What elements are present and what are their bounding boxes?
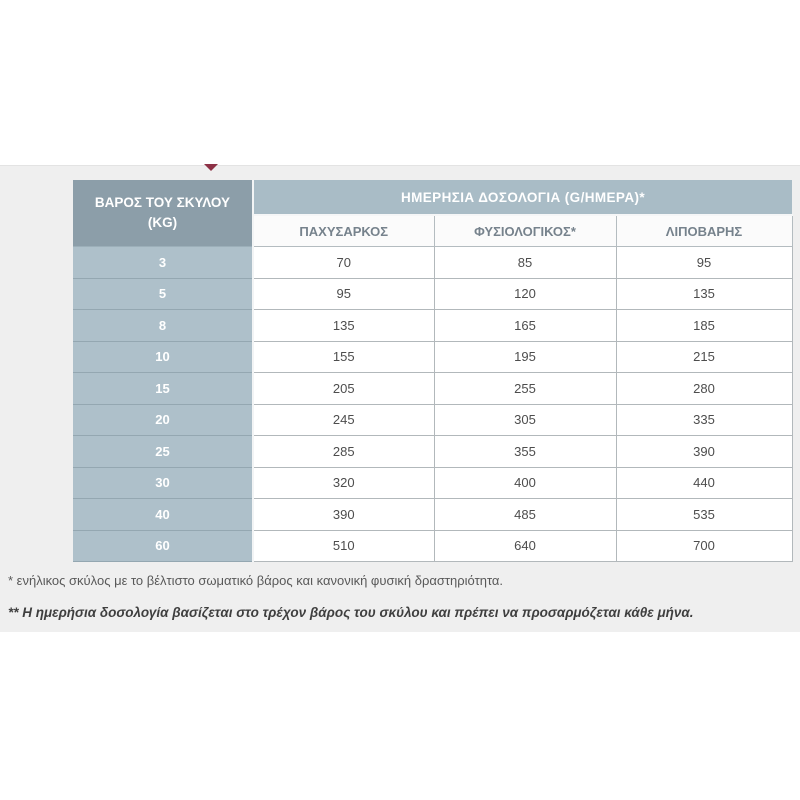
- dosage-cell: 400: [434, 467, 616, 499]
- footnote-optimal-weight: * ενήλικος σκύλος με το βέλτιστο σωματικό βάρος και κανονική φυσική δραστηριότητα.: [8, 573, 504, 588]
- dosage-cell: 70: [253, 247, 434, 279]
- table-row: [73, 310, 792, 342]
- dosage-cell: 285: [253, 436, 434, 468]
- table-row: [73, 530, 792, 562]
- dosage-cell: 155: [253, 341, 434, 373]
- dosage-cell: 165: [434, 310, 616, 342]
- weight-cell: 5: [73, 278, 253, 310]
- weight-cell: 25: [73, 436, 253, 468]
- table-row: [73, 278, 792, 310]
- table-row: [73, 404, 792, 436]
- dosage-cell: 510: [253, 530, 434, 562]
- dosage-cell: 95: [616, 247, 792, 279]
- weight-header-line1: ΒΑΡΟΣ ΤΟΥ ΣΚΥΛΟΥ: [94, 195, 231, 211]
- table-row: [73, 436, 792, 468]
- dosage-cell: 95: [253, 278, 434, 310]
- dosage-cell: 535: [616, 499, 792, 531]
- dosage-cell: 245: [253, 404, 434, 436]
- dosage-cell: 135: [253, 310, 434, 342]
- weight-cell: 40: [73, 499, 253, 531]
- subheader-normal: ΦΥΣΙΟΛΟΓΙΚΟΣ*: [434, 215, 616, 247]
- subheader-underweight: ΛΙΠΟΒΑΡΗΣ: [616, 215, 792, 247]
- weight-cell: 3: [73, 247, 253, 279]
- table-row: [73, 467, 792, 499]
- header-row-1: [73, 180, 792, 215]
- table-row: [73, 247, 792, 279]
- weight-header-line2: (KG): [147, 215, 178, 230]
- footnote-monthly-adjust: ** Η ημερήσια δοσολογία βασίζεται στο τρέχον βάρος του σκύλου και πρέπει να προσαρμόζεται κάθε μήνα.: [8, 605, 694, 620]
- weight-column-header: [73, 180, 253, 247]
- dosage-cell: 390: [616, 436, 792, 468]
- weight-cell: 10: [73, 341, 253, 373]
- weight-cell: 20: [73, 404, 253, 436]
- dosage-cell: 255: [434, 373, 616, 405]
- dosage-cell: 700: [616, 530, 792, 562]
- table-row: [73, 373, 792, 405]
- dosage-cell: 85: [434, 247, 616, 279]
- weight-cell: 30: [73, 467, 253, 499]
- dosage-cell: 195: [434, 341, 616, 373]
- table-row: [73, 499, 792, 531]
- dosage-cell: 355: [434, 436, 616, 468]
- dosage-cell: 205: [253, 373, 434, 405]
- dosage-cell: 120: [434, 278, 616, 310]
- subheader-overweight: ΠΑΧΥΣΑΡΚΟΣ: [253, 215, 434, 247]
- weight-cell: 15: [73, 373, 253, 405]
- dosage-cell: 485: [434, 499, 616, 531]
- dosage-cell: 640: [434, 530, 616, 562]
- dosage-cell: 320: [253, 467, 434, 499]
- dosage-cell: 440: [616, 467, 792, 499]
- dosage-cell: 390: [253, 499, 434, 531]
- table-row: [73, 341, 792, 373]
- daily-dosage-header: ΗΜΕΡΗΣΙΑ ΔΟΣΟΛΟΓΙΑ (G/ΗΜΕΡΑ)*: [253, 180, 792, 215]
- dosage-cell: 135: [616, 278, 792, 310]
- dosage-cell: 185: [616, 310, 792, 342]
- dosage-cell: 280: [616, 373, 792, 405]
- active-tab-pointer-icon: [204, 164, 218, 171]
- weight-cell: 60: [73, 530, 253, 562]
- dosage-cell: 215: [616, 341, 792, 373]
- dosage-table: [73, 180, 793, 562]
- dosage-cell: 305: [434, 404, 616, 436]
- dosage-cell: 335: [616, 404, 792, 436]
- weight-cell: 8: [73, 310, 253, 342]
